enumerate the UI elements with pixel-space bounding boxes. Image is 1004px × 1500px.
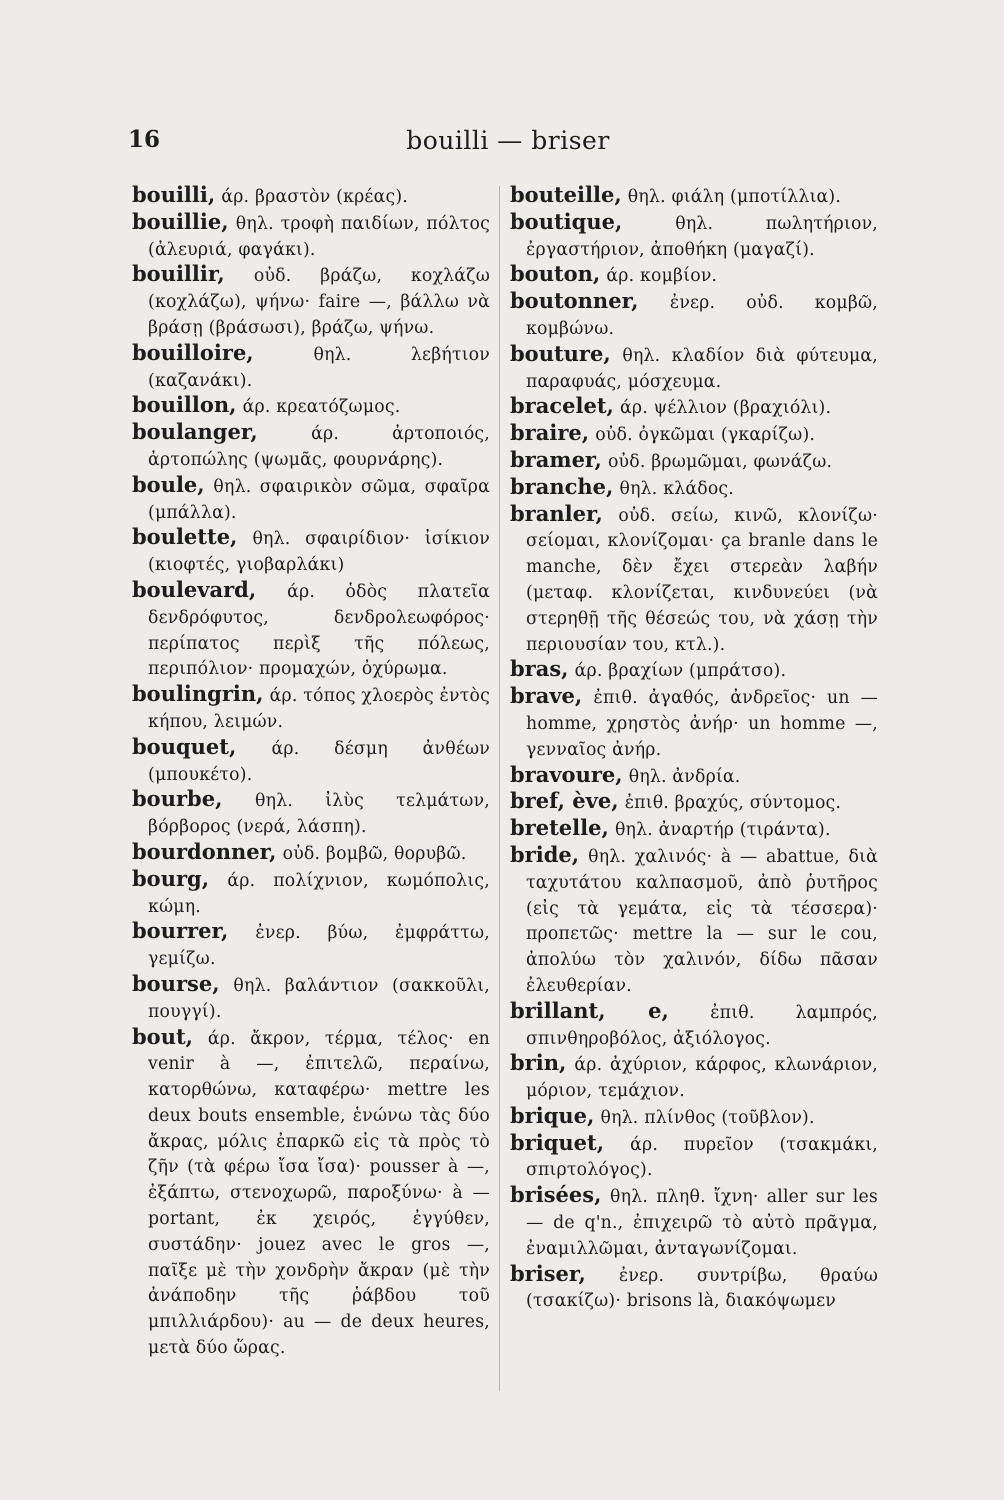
entry-headword: branler, — [510, 500, 603, 526]
entry-headword: brave, — [510, 683, 583, 709]
dictionary-entry — [132, 787, 490, 840]
right-column — [510, 183, 878, 1314]
entry-headword: boutonner, — [510, 288, 639, 314]
entry-headword: bouilloire, — [132, 339, 254, 365]
entry-headword: boulanger, — [132, 419, 258, 445]
entry-definition: ἐπιθ. λαμπρός, σπινθηροβόλος, ἀξιόλογος. — [526, 1002, 878, 1049]
dictionary-entry — [132, 393, 490, 420]
entry-definition: θηλ. λεβήτιον (καζανάκι). — [148, 344, 490, 391]
entry-definition: οὐδ. βομβῶ, θορυβῶ. — [282, 843, 467, 864]
entry-definition: άρ. ἀχύριον, κάρφος, κλωνάριον, μόριον, τεμάχιον. — [526, 1055, 878, 1102]
dictionary-entry — [510, 1183, 878, 1261]
entry-definition: θηλ. σφαιρίδιον· ἰσίκιον (κιοφτές, γιοβαρλάκι) — [148, 529, 490, 576]
entry-definition: θηλ. τροφὴ παιδίων, πόλτος (ἀλευριά, φαγάκι). — [148, 213, 490, 260]
entry-headword: bouillon, — [132, 392, 237, 418]
entry-definition: θηλ. πωλητήριον, ἐργαστήριον, ἀποθήκη (μαγαζί). — [526, 213, 878, 260]
entry-definition: οὐδ. ὀγκῶμαι (γκαρίζω). — [595, 425, 816, 446]
entry-definition: ἐνερ. βύω, ἐμφράττω, γεμίζω. — [148, 923, 490, 970]
dictionary-entry — [132, 262, 490, 340]
dictionary-entry — [132, 972, 490, 1025]
dictionary-entry — [510, 183, 878, 210]
entry-headword: briser, — [510, 1260, 586, 1286]
entry-definition: άρ. ἄκρον, τέρμα, τέλος· en venir à —, ἐπιτελῶ, περαίνω, κατορθώνω, καταφέρω· mettre les deux bouts ensemble, ἑνώνω τὰς δύο ἄκρας, μόλις ἐπαρκῶ εἰς τὰ πρὸς τὸ ζῆν (τὰ φέρω ἴσα ἴσα)· pousser à —, ἐξάπτω, στενοχωρῶ, παροξύνω· à — portant, ἐκ χειρός, ἐγγύθεν, συστάδην· jouez avec le gros —, παῖξε μὲ τὴν χονδρὴν ἄκραν (μὲ τὴν ἀνάποδην τῆς ῥάβδου τοῦ μπιλλιάρδου)· au — de deux heures, μετὰ δύο ὥρας. — [148, 1028, 490, 1359]
entry-definition: άρ. πυρεῖον (τσακμάκι, σπιρτολόγος). — [526, 1134, 878, 1181]
dictionary-entry — [132, 420, 490, 473]
entry-definition: άρ. βραχίων (μπράτσο). — [574, 661, 787, 682]
dictionary-entry — [510, 502, 878, 658]
entry-definition: οὐδ. σείω, κινῶ, κλονίζω· σείομαι, κλονίζομαι· ça branle dans le manche, δὲν ἔχει στερεὰν λαβήν (μεταφ. κλονίζεται, κινδυνεύει (νὰ στερηθῇ τῆς θέσεώς του, νὰ χάσῃ τὴν περιουσίαν του, κτλ.). — [526, 505, 878, 655]
entry-headword: bracelet, — [510, 393, 614, 419]
dictionary-entry — [132, 525, 490, 578]
entry-headword: bouquet, — [132, 733, 237, 759]
entry-headword: bouilli, — [132, 182, 216, 207]
entry-headword: bouton, — [510, 261, 601, 287]
dictionary-entry — [510, 1262, 878, 1315]
entry-headword: brillant, e, — [510, 997, 669, 1023]
dictionary-entry — [510, 789, 878, 816]
entry-definition: άρ. ψέλλιον (βραχιόλι). — [620, 398, 832, 419]
page-number: 16 — [128, 126, 161, 153]
dictionary-entry — [510, 657, 878, 684]
dictionary-entry — [132, 867, 490, 920]
entry-headword: bretelle, — [510, 815, 609, 841]
entry-definition: θηλ. πληθ. ἴχνη· aller sur les — de q'n., ἐπιχειρῶ τὸ αὐτὸ πρᾶγμα, ἐναμιλλῶμαι, ἀνταγωνίζομαι. — [526, 1187, 878, 1259]
entry-headword: brin, — [510, 1050, 567, 1076]
entry-definition: θηλ. χαλινός· à — abattue, διὰ ταχυτάτου καλπασμοῦ, ἀπὸ ῥυτῆρος (εἰς τὰ γεμάτα, εἰς τὰ τέσσερα)· προπετῶς· mettre la — sur le cou, ἀπολύω τὸν χαλινόν, δίδω πᾶσαν ἐλευθερίαν. — [526, 846, 878, 996]
entry-definition: άρ. πολίχνιον, κωμόπολις, κώμη. — [148, 870, 490, 917]
entry-headword: bouteille, — [510, 182, 622, 207]
dictionary-entry — [510, 816, 878, 843]
dictionary-entry — [132, 919, 490, 972]
dictionary-entry — [510, 448, 878, 475]
entry-headword: briquet, — [510, 1129, 605, 1155]
dictionary-entry — [132, 840, 490, 867]
entry-headword: bourbe, — [132, 786, 223, 812]
dictionary-entry — [132, 183, 490, 210]
page-header — [128, 126, 888, 158]
dictionary-entry — [510, 342, 878, 395]
dictionary-entry — [510, 421, 878, 448]
dictionary-entry — [510, 1104, 878, 1131]
column-divider — [499, 186, 500, 1391]
running-head: bouilli — briser — [406, 126, 610, 155]
entry-definition: θηλ. σφαιρικὸν σῶμα, σφαῖρα (μπάλλα). — [148, 476, 490, 523]
entry-headword: branche, — [510, 473, 614, 499]
entry-headword: boulette, — [132, 524, 238, 550]
entry-definition: άρ. κρεατόζωμος. — [242, 397, 401, 418]
dictionary-entry — [510, 475, 878, 502]
entry-headword: boulevard, — [132, 576, 257, 602]
entry-headword: bouture, — [510, 340, 611, 366]
entry-definition: θηλ. πλίνθος (τοῦβλον). — [600, 1107, 815, 1128]
entry-definition: θηλ. ἰλὺς τελμάτων, βόρβορος (νερά, λάσπη). — [148, 791, 490, 838]
dictionary-entry — [132, 210, 490, 263]
dictionary-entry — [132, 578, 490, 682]
dictionary-entry — [132, 341, 490, 394]
entry-definition: θηλ. ἀνδρία. — [628, 766, 741, 787]
entry-headword: bramer, — [510, 446, 602, 472]
dictionary-entry — [510, 289, 878, 342]
entry-definition: άρ. δέσμη ἀνθέων (μπουκέτο). — [148, 738, 490, 785]
entry-headword: brique, — [510, 1102, 595, 1128]
entry-definition: ἐπιθ. ἀγαθός, ἀνδρεῖος· un — homme, χρηστὸς ἀνήρ· un homme —, γενναῖος ἀνήρ. — [526, 688, 878, 760]
entry-headword: boulingrin, — [132, 681, 264, 707]
entry-headword: boule, — [132, 471, 205, 497]
entry-definition: θηλ. βαλάντιον (σακκοῦλι, πουγγί). — [148, 975, 490, 1022]
entry-headword: bref, ève, — [510, 788, 619, 814]
dictionary-entry — [510, 763, 878, 790]
entry-headword: bouillir, — [132, 261, 225, 287]
dictionary-entry — [132, 735, 490, 788]
entry-headword: boutique, — [510, 208, 623, 234]
left-column — [132, 183, 490, 1361]
dictionary-entry — [510, 210, 878, 263]
dictionary-entry — [510, 684, 878, 762]
dictionary-entry — [132, 1025, 490, 1361]
entry-headword: brisées, — [510, 1182, 602, 1208]
entry-definition: ἐπιθ. βραχύς, σύντομος. — [624, 793, 842, 814]
entry-definition: ἐνερ. οὐδ. κομβῶ, κομβώνω. — [526, 293, 878, 339]
dictionary-entry — [510, 394, 878, 421]
entry-headword: bras, — [510, 656, 569, 682]
dictionary-entry — [132, 473, 490, 526]
entry-headword: bride, — [510, 841, 580, 867]
entry-headword: bravoure, — [510, 761, 623, 787]
entry-headword: bourrer, — [132, 918, 229, 944]
entry-definition: θηλ. κλάδος. — [619, 478, 735, 499]
entry-definition: άρ. τόπος χλοερὸς ἐντὸς κήπου, λειμών. — [148, 686, 490, 732]
entry-definition: οὐδ. βρωμῶμαι, φωνάζω. — [607, 451, 833, 472]
entry-definition: άρ. βραστὸν (κρέας). — [221, 187, 408, 207]
dictionary-entry — [510, 999, 878, 1052]
entry-definition: θηλ. κλαδίον διὰ φύτευμα, παραφυάς, μόσχευμα. — [526, 345, 878, 392]
entry-definition: άρ. ἀρτοποιός, ἀρτοπώλης (ψωμᾶς, φουρνάρης). — [148, 424, 490, 470]
dictionary-entry — [510, 843, 878, 999]
entry-definition: θηλ. ἀναρτήρ (τιράντα). — [614, 820, 831, 841]
dictionary-entry — [510, 1131, 878, 1184]
dictionary-entry — [510, 1051, 878, 1104]
entry-definition: άρ. ὁδὸς πλατεῖα δενδρόφυτος, δενδρολεωφόρος· περίπατος περὶξ τῆς πόλεως, περιπόλιον· προμαχών, ὀχύρωμα. — [148, 581, 490, 680]
dictionary-entry — [132, 682, 490, 735]
entry-definition: θηλ. φιάλη (μποτίλλια). — [627, 187, 842, 207]
entry-headword: bourdonner, — [132, 838, 277, 864]
entry-headword: braire, — [510, 420, 590, 446]
entry-headword: bout, — [132, 1023, 193, 1049]
entry-headword: bourg, — [132, 865, 210, 891]
dictionary-entry — [510, 262, 878, 289]
entry-headword: bourse, — [132, 970, 220, 996]
entry-headword: bouillie, — [132, 208, 229, 234]
entry-definition: οὐδ. βράζω, κοχλάζω (κοχλάζω), ψήνω· faire —, βάλλω νὰ βράσῃ (βράσωσι), βράζω, ψήνω. — [148, 266, 490, 338]
entry-definition: άρ. κομβίον. — [606, 266, 718, 287]
entry-definition: ἐνερ. συντρίβω, θραύω (τσακίζω)· brisons là, διακόψωμεν — [526, 1265, 878, 1312]
